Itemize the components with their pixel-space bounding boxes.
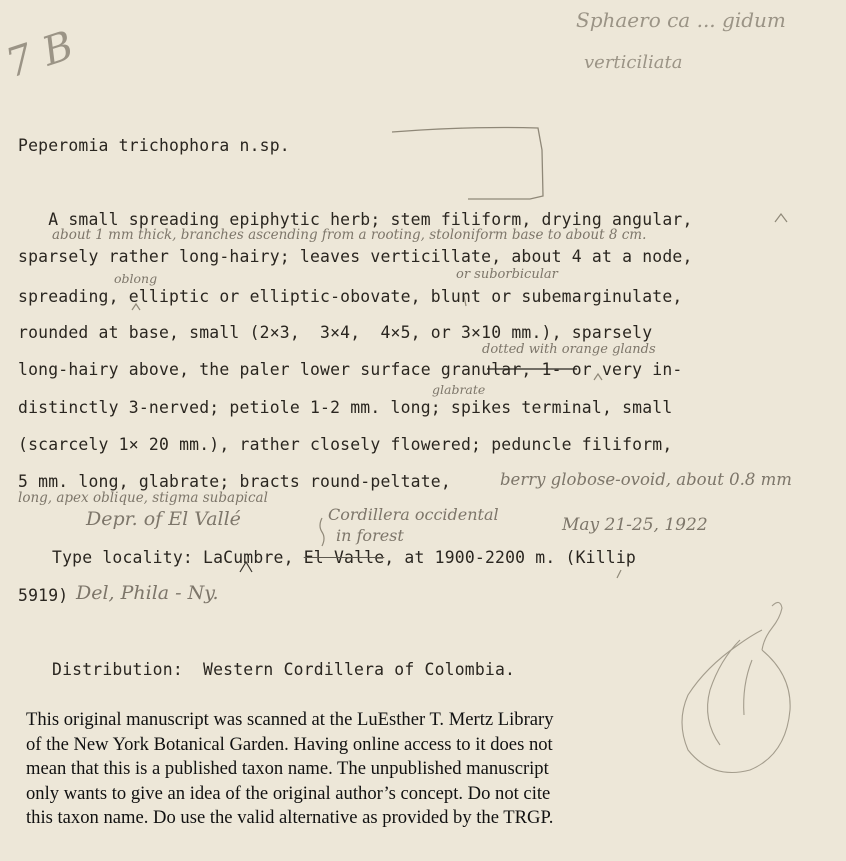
caret-mark	[617, 570, 621, 578]
brace-mark	[320, 518, 324, 546]
disclaimer-line: only wants to give an idea of the original author’s concept. Do not cite	[26, 782, 551, 804]
body-line-6: distinctly 3-nerved; petiole 1-2 mm. long; spikes terminal, small	[18, 398, 673, 417]
annotation-forest: in forest	[336, 526, 404, 545]
corner-note: 7 B	[0, 22, 80, 88]
annotation-herbaria: Del, Phila - Ny.	[76, 582, 219, 604]
body-line-8: 5 mm. long, glabrate; bracts round-peltate,	[18, 472, 451, 491]
annotation-suborbicular: or suborbicular	[456, 267, 558, 282]
body-line-7: (scarcely 1× 20 mm.), rather closely flowered; peduncle filiform,	[18, 435, 673, 454]
body-line-4: rounded at base, small (2×3, 3×4, 4×5, or 3×10 mm.), sparsely	[18, 323, 653, 342]
annotation-date: May 21-25, 1922	[562, 515, 708, 535]
annotation-depto: Depr. of El Vallé	[86, 508, 241, 530]
type-locality-rest: , at 1900-2200 m. (Killip	[384, 548, 636, 567]
type-locality-line	[52, 548, 636, 567]
annotation-berry-a: berry globose-ovoid, about 0.8 mm	[500, 470, 792, 489]
disclaimer-line: of the New York Botanical Garden. Having online access to it does not	[26, 733, 553, 755]
disclaimer-line: This original manuscript was scanned at the LuEsther T. Mertz Library	[26, 709, 554, 730]
body-line-2: sparsely rather long-hairy; leaves verticillate, about 4 at a node,	[18, 247, 693, 266]
bracket-mark	[392, 128, 543, 200]
body-line-3: spreading, elliptic or elliptic-obovate, blunt or subemarginulate,	[18, 287, 683, 306]
type-locality-struck: El Valle	[303, 548, 385, 567]
body-line-5: long-hairy above, the paler lower surface granular, 1- or very in-	[18, 360, 683, 379]
type-locality-label: Type locality:	[52, 548, 193, 567]
annotation-berry-b: long, apex oblique, stigma subapical	[18, 490, 268, 506]
type-locality-place: LaCumbre,	[203, 548, 294, 567]
disclaimer-line: mean that this is a published taxon name. The unpublished manuscript	[26, 758, 549, 779]
top-right-note-1: Sphaero ca ... gidum	[576, 8, 786, 32]
caret-mark	[775, 214, 787, 222]
disclaimer-block	[26, 708, 666, 831]
collection-number: 5919)	[18, 586, 69, 605]
body-line-1: A small spreading epiphytic herb; stem filiform, drying angular,	[18, 210, 693, 229]
disclaimer-line: this taxon name. Do use the valid alternative as provided by the TRGP.	[26, 807, 554, 828]
annotation-cordillera: Cordillera occidental	[328, 505, 499, 524]
fruit-sketch	[682, 602, 790, 772]
annotation-oblong: oblong	[114, 271, 158, 286]
annotation-dotted: dotted with orange glands	[482, 342, 656, 357]
distribution-line: Distribution: Western Cordillera of Colombia.	[52, 660, 516, 679]
top-right-note-2: verticiliata	[584, 52, 683, 73]
annotation-stem: about 1 mm thick, branches ascending from a rooting, stoloniform base to about 8 cm.	[52, 227, 647, 243]
annotation-glabrate: glabrate	[432, 382, 486, 397]
species-title: Peperomia trichophora n.sp.	[18, 136, 290, 155]
